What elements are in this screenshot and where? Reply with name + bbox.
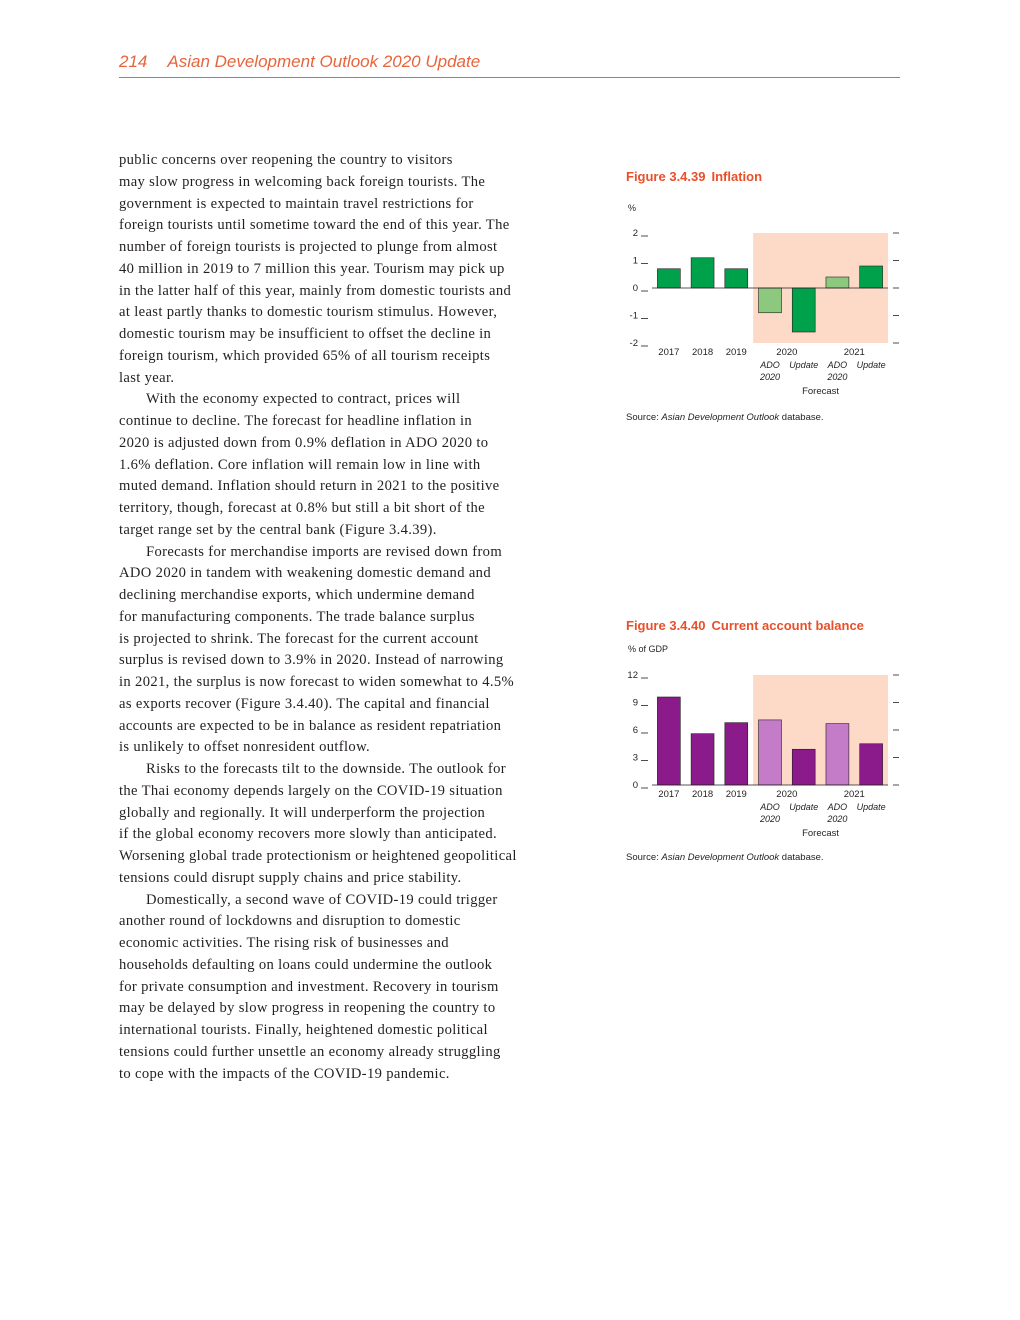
paragraph-first-line: Forecasts for merchandise imports are revised down from [146,543,503,560]
y-tick-label: 6 [632,725,638,736]
bar-ado-2020 [759,288,782,313]
bar-2018 [691,258,714,288]
text-line: in 2021, the surplus is now forecast to widen somewhat to 4.5% [119,674,515,690]
y-axis-unit-label: % of GDP [628,644,669,654]
bar-update [860,744,883,785]
x-sub-label: ADO [827,802,848,812]
text-line: 2020 is adjusted down from 0.9% deflation in ADO 2020 to [119,434,489,451]
source-label: Source: [626,412,662,423]
text-line: the Thai economy depends largely on the COVID-19 situation [119,782,503,799]
text-line: government is expected to maintain travel restrictions for [119,195,474,212]
running-head [119,52,900,78]
source-label: Source: [626,852,662,863]
x-tick-label: 2018 [692,347,714,358]
figure-number: Figure 3.4.40 [626,618,706,633]
text-line: 40 million in 2019 to 7 million this year. Tourism may pick up [119,260,505,277]
x-sub-label: ADO [827,360,848,370]
x-sub-label: 2020 [827,814,848,824]
bar-2019 [725,269,748,288]
figure-name: Current account balance [711,618,864,633]
bar-ado-2020 [759,720,782,785]
y-tick-label: 1 [632,255,638,267]
text-line: at least partly thanks to domestic tourism stimulus. However, [119,304,498,321]
x-sub-label: 2020 [759,372,781,382]
y-tick-label: -2 [629,338,638,349]
text-line: foreign tourists until sometime toward the end of this year. The [119,217,510,234]
text-line: is projected to shrink. The forecast for the current account [119,630,479,647]
bar-ado-2020 [826,724,849,785]
y-tick-label: -1 [629,310,638,322]
source-database-name: Asian Development Outlook [661,852,780,863]
x-sub-label: 2020 [827,372,848,382]
text-line: surplus is revised down to 3.9% in 2020. Instead of narrowing [119,652,504,669]
text-line: globally and regionally. It will underperform the projection [119,804,486,821]
x-sub-label: ADO [760,360,780,370]
paragraph-first-line: Domestically, a second wave of COVID-19 could trigger [146,891,498,908]
text-line: target range set by the central bank (Figure 3.4.39). [119,521,437,538]
x-sub-label: Update [789,360,819,370]
x-sub-label: Update [856,360,886,370]
figure-title-current-account [626,618,864,633]
text-line: may slow progress in welcoming back foreign tourists. The [119,173,486,190]
text-line: tensions could disrupt supply chains and price stability. [119,869,462,886]
x-tick-label: 2020 [776,347,798,358]
current-account-chart [620,640,910,850]
source-database-name: Asian Development Outlook [661,412,780,423]
paragraph-first-line: With the economy expected to contract, prices will [146,391,461,408]
figure-source-inflation [626,412,824,423]
text-line: if the global economy recovers more slowly than anticipated. [119,826,498,843]
x-sub-label: ADO [760,802,780,812]
text-line: is unlikely to offset nonresident outflow. [119,739,371,756]
y-tick-label: 2 [632,228,638,239]
text-line: households defaulting on loans could undermine the outlook [119,956,493,973]
x-sub-label: Update [789,802,819,812]
text-line: muted demand. Inflation should return in 2021 to the positive [119,478,500,495]
bar-2018 [691,734,714,785]
x-tick-label: 2021 [843,789,865,800]
text-line: international tourists. Finally, heightened domestic political [119,1022,488,1038]
x-tick-label: 2020 [776,789,798,800]
x-tick-label: 2019 [725,347,747,358]
text-line: last year. [119,369,175,386]
y-tick-label: 12 [627,670,638,681]
figure-title-inflation [626,169,762,184]
bar-update [792,288,815,332]
text-line: for manufacturing components. The trade balance surplus [119,608,475,625]
forecast-label: Forecast [802,828,840,839]
text-line: tensions could further unsettle an economy already struggling [119,1043,501,1060]
figure-source-current-account [626,852,824,863]
y-tick-label: 9 [632,697,638,709]
x-tick-label: 2018 [692,789,714,800]
source-suffix: database. [779,852,824,863]
text-line: number of foreign tourists is projected to plunge from almost [119,239,498,255]
inflation-chart [620,195,910,407]
text-line: declining merchandise exports, which undermine demand [119,587,475,603]
paragraph-first-line: Risks to the forecasts tilt to the downside. The outlook for [146,761,506,777]
figure-name: Inflation [711,169,763,184]
x-sub-label: Update [856,802,886,812]
text-line: accounts are expected to be in balance as resident repatriation [119,717,502,734]
text-line: public concerns over reopening the country to visitors [119,152,453,168]
text-line: another round of lockdowns and disruption to domestic [119,913,461,930]
text-line: foreign tourism, which provided 65% of all tourism receipts [119,347,491,364]
text-line: economic activities. The rising risk of businesses and [119,935,449,951]
x-tick-label: 2019 [725,789,747,800]
bar-2017 [657,697,680,785]
text-line: may be delayed by slow progress in reopening the country to [119,1000,496,1017]
page-number: 214 [119,52,148,71]
figure-number: Figure 3.4.39 [626,169,706,184]
text-line: in the latter half of this year, mainly from domestic tourists and [119,282,512,299]
body-text [119,150,591,1085]
text-line: territory, though, forecast at 0.8% but still a bit short of the [119,500,485,516]
text-line: Worsening global trade protectionism or heightened geopolitical [119,848,517,864]
y-tick-label: 0 [632,780,638,791]
text-line: as exports recover (Figure 3.4.40). The capital and financial [119,695,490,712]
bar-2019 [725,723,748,785]
source-suffix: database. [779,412,824,423]
publication-title: Asian Development Outlook 2020 Update [167,52,481,71]
x-tick-label: 2017 [658,347,680,358]
text-line: domestic tourism may be insufficient to offset the decline in [119,326,492,342]
y-tick-label: 0 [632,283,638,294]
y-tick-label: 3 [632,752,638,764]
x-sub-label: 2020 [759,814,781,824]
bar-update [792,749,815,785]
x-tick-label: 2021 [843,347,865,358]
text-line: to cope with the impacts of the COVID-19 pandemic. [119,1065,450,1082]
text-line: for private consumption and investment. Recovery in tourism [119,978,499,995]
x-tick-label: 2017 [658,789,680,800]
text-line: 1.6% deflation. Core inflation will remain low in line with [119,456,481,473]
bar-update [860,266,883,288]
forecast-label: Forecast [802,386,840,397]
bar-2017 [657,269,680,288]
text-line: ADO 2020 in tandem with weakening domestic demand and [119,565,491,582]
text-line: continue to decline. The forecast for headline inflation in [119,413,473,429]
y-axis-unit-label: % [628,203,637,213]
bar-ado-2020 [826,277,849,288]
